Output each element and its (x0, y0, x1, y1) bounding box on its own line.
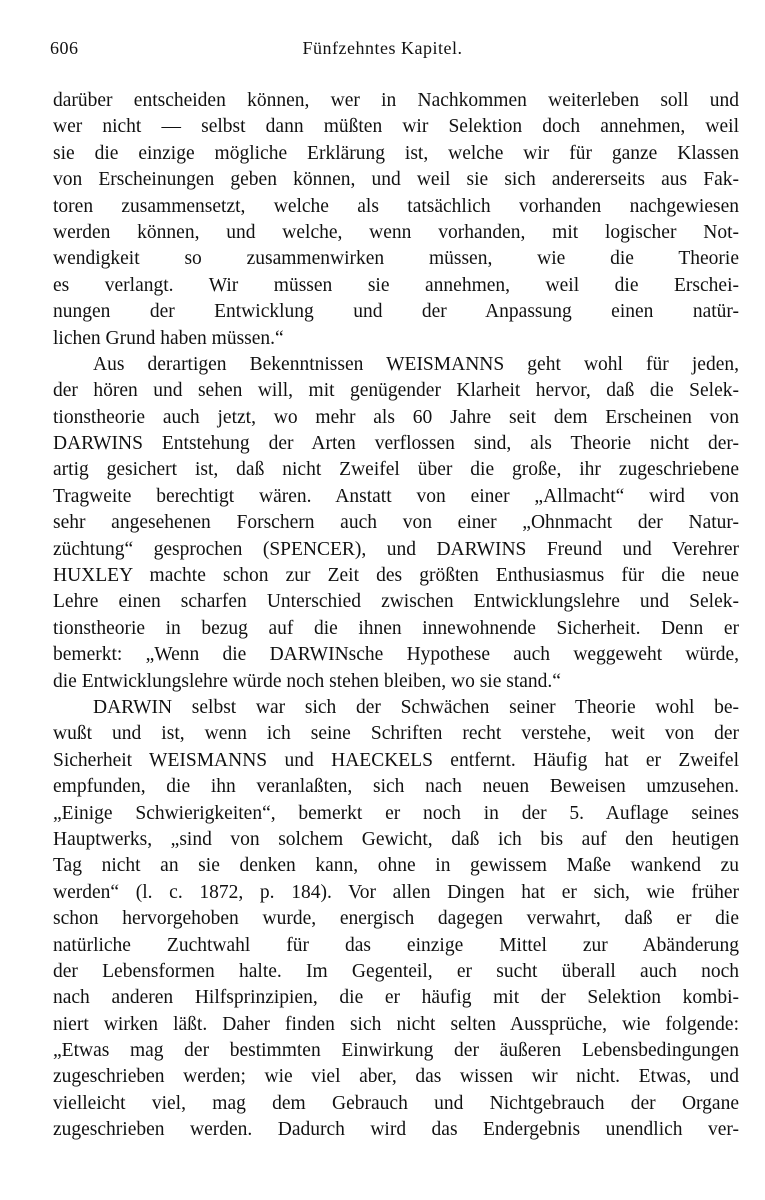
text-line: züchtung“ gesprochen (SPENCER), und DARWINS Freund und Verehrer (53, 538, 739, 560)
text-line: „Etwas mag der bestimmten Einwirkung der äußeren Lebensbedingungen (53, 1040, 739, 1062)
text-line: nungen der Entwicklung und der Anpassung einen natür- (53, 301, 739, 323)
text-line: tionstheorie in bezug auf die ihnen innewohnende Sicherheit. Denn er (53, 617, 739, 639)
text-line: werden können, und welche, wenn vorhanden, mit logischer Not- (53, 221, 739, 243)
text-line: tionstheorie auch jetzt, wo mehr als 60 Jahre seit dem Erscheinen von (53, 406, 739, 428)
text-line: von Erscheinungen geben können, und weil sie sich andererseits aus Fak- (53, 169, 739, 191)
text-line: niert wirken läßt. Daher finden sich nicht selten Aussprüche, wie folgende: (53, 1013, 739, 1035)
running-title: Fünfzehntes Kapitel. (302, 38, 463, 58)
text-line: Aus derartigen Bekenntnissen WEISMANNS geht wohl für jeden, (93, 353, 739, 375)
text-line: Sicherheit WEISMANNS und HAECKELS entfernt. Häufig hat er Zweifel (53, 749, 739, 771)
text-line: Tragweite berechtigt wären. Anstatt von einer „Allmacht“ wird von (53, 485, 739, 507)
text-line: zugeschrieben werden; wie viel aber, das wissen wir nicht. Etwas, und (53, 1066, 739, 1088)
text-line: darüber entscheiden können, wer in Nachkommen weiterleben soll und (53, 90, 739, 111)
text-line: wer nicht — selbst dann müßten wir Selektion doch annehmen, weil (53, 116, 739, 138)
text-line: wendigkeit so zusammenwirken müssen, wie die Theorie (53, 248, 739, 270)
text-line: empfunden, die ihn veranlaßten, sich nach neuen Beweisen umzusehen. (53, 776, 739, 798)
text-line: sie die einzige mögliche Erklärung ist, welche wir für ganze Klassen (53, 142, 739, 164)
body-text (53, 88, 739, 1144)
text-line: sehr angesehenen Forschern auch von einer „Ohnmacht der Natur- (53, 512, 739, 534)
text-line: Lehre einen scharfen Unterschied zwischen Entwicklungslehre und Selek- (53, 591, 739, 613)
text-line: HUXLEY machte schon zur Zeit des größten Enthusiasmus für die neue (53, 565, 739, 587)
text-line: natürliche Zuchtwahl für das einzige Mittel zur Abänderung (53, 934, 739, 956)
text-line: nach anderen Hilfsprinzipien, die er häufig mit der Selektion kombi- (53, 987, 739, 1009)
text-line: bemerkt: „Wenn die DARWINsche Hypothese auch weggeweht würde, (53, 644, 739, 666)
text-line: der hören und sehen will, mit genügender Klarheit hervor, daß die Selek- (53, 380, 739, 402)
text-line: die Entwicklungslehre würde noch stehen bleiben, wo sie stand.“ (53, 670, 561, 692)
text-line: DARWINS Entstehung der Arten verflossen sind, als Theorie nicht der- (53, 433, 739, 455)
text-line: zugeschrieben werden. Dadurch wird das Endergebnis unendlich ver- (53, 1119, 739, 1141)
page-header (0, 38, 765, 68)
text-line: werden“ (l. c. 1872, p. 184). Vor allen Dingen hat er sich, wie früher (53, 881, 739, 903)
text-line: es verlangt. Wir müssen sie annehmen, weil die Erschei- (53, 274, 739, 296)
page-number: 606 (50, 38, 79, 58)
text-line: artig gesichert ist, daß nicht Zweifel über die große, ihr zugeschriebene (53, 459, 739, 481)
text-line: „Einige Schwierigkeiten“, bemerkt er noch in der 5. Auflage seines (53, 802, 739, 824)
text-line: wußt und ist, wenn ich seine Schriften recht verstehe, weit von der (53, 723, 739, 745)
text-line: Tag nicht an sie denken kann, ohne in gewissem Maße wankend zu (53, 855, 739, 877)
text-line: Hauptwerks, „sind von solchem Gewicht, daß ich bis auf den heutigen (53, 828, 739, 850)
text-line: toren zusammensetzt, welche als tatsächlich vorhanden nachgewiesen (53, 195, 739, 217)
text-line: lichen Grund haben müssen.“ (53, 327, 284, 349)
text-line: schon hervorgehoben wurde, energisch dagegen verwahrt, daß er die (53, 908, 739, 930)
text-line: der Lebensformen halte. Im Gegenteil, er sucht überall auch noch (53, 960, 739, 982)
text-line: DARWIN selbst war sich der Schwächen seiner Theorie wohl be- (93, 696, 739, 718)
text-line: vielleicht viel, mag dem Gebrauch und Nichtgebrauch der Organe (53, 1092, 739, 1114)
